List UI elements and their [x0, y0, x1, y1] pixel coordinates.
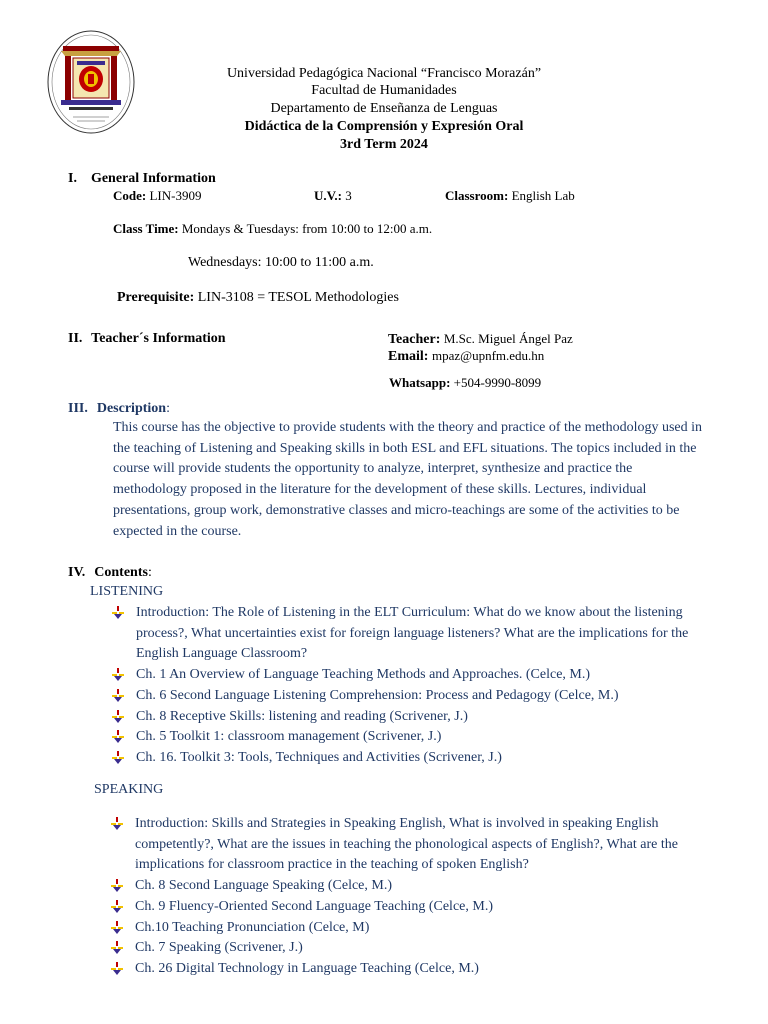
arrow-bullet-icon: [111, 879, 123, 893]
section-title: General Information: [90, 171, 216, 186]
faculty-name: Facultad de Humanidades: [311, 83, 457, 98]
arrow-bullet-icon: [111, 962, 123, 976]
section-contents-heading: IV. Contents:: [68, 565, 152, 580]
list-item-text: Ch. 8 Second Language Speaking (Celce, M.): [135, 878, 392, 894]
course-code: Code: LIN-3909: [113, 188, 202, 203]
arrow-bullet-icon: [112, 668, 124, 682]
teacher-email: Email: mpaz@upnfm.edu.hn: [388, 348, 545, 364]
list-item-text: Introduction: Skills and Strategies in Speaking English, What is involved in speaking English competently?, What are the issues in teaching the phonological aspects of English?, What are the implications for classroom practice in the teaching of spoken English?: [135, 816, 678, 873]
prerequisite: Prerequisite: LIN-3108 = TESOL Methodologies: [117, 290, 399, 305]
course-uv: U.V.: 3: [314, 188, 352, 203]
class-time: Class Time: Mondays & Tuesdays: from 10:00 to 12:00 a.m.: [113, 221, 433, 236]
list-item: [112, 665, 712, 686]
list-item: [111, 918, 727, 939]
arrow-bullet-icon: [111, 900, 123, 914]
section-number: IV.: [68, 565, 86, 580]
list-item: [111, 814, 727, 876]
section-title: Description: [96, 401, 167, 416]
arrow-bullet-icon: [112, 751, 124, 765]
list-item-text: Ch. 16. Toolkit 3: Tools, Techniques and Activities (Scrivener, J.): [136, 749, 502, 765]
section-number: I.: [68, 171, 77, 186]
list-item-text: Ch. 7 Speaking (Scrivener, J.): [135, 940, 303, 956]
arrow-bullet-icon: [111, 817, 123, 831]
description-text: This course has the objective to provide students with the theory and practice of the methodology used in the teaching of Listening and Speaking skills in both ESL and EFL situations. The topics included in the course will provide students the opportunity to analyze, interpret, synthesize and practice the methodology proposed in the literature for the development of these skills. Lectures, individual presentations, group work, demonstrative classes and micro-teachings are some of the activities to be expected in the course.: [113, 420, 703, 539]
teacher-name: Teacher: M.Sc. Miguel Ángel Paz: [388, 331, 573, 347]
list-item: [112, 707, 712, 728]
teacher-whatsapp: Whatsapp: +504-9990-8099: [389, 375, 542, 390]
listening-label: LISTENING: [90, 584, 164, 599]
arrow-bullet-icon: [111, 941, 123, 955]
section-teacher-heading: [68, 331, 226, 347]
wednesday-time: Wednesdays: 10:00 to 11:00 a.m.: [188, 255, 374, 270]
section-general-heading: [68, 171, 216, 187]
list-item-text: Ch. 5 Toolkit 1: classroom management (Scrivener, J.): [136, 729, 442, 745]
section-title: Contents: [94, 565, 148, 580]
list-item-text: Ch. 8 Receptive Skills: listening and reading (Scrivener, J.): [136, 708, 468, 724]
arrow-bullet-icon: [112, 606, 124, 620]
list-item-text: Ch. 9 Fluency-Oriented Second Language Teaching (Celce, M.): [135, 898, 493, 914]
list-item-text: Ch.10 Teaching Pronunciation (Celce, M): [135, 919, 370, 935]
listening-topics-list: [112, 603, 712, 769]
arrow-bullet-icon: [112, 710, 124, 724]
list-item: [111, 959, 727, 980]
speaking-label: SPEAKING: [94, 782, 164, 797]
list-item: [112, 686, 712, 707]
list-item: [111, 938, 727, 959]
list-item: [112, 748, 712, 769]
course-classroom: Classroom: English Lab: [445, 188, 575, 203]
section-title: Teacher´s Information: [91, 331, 226, 346]
arrow-bullet-icon: [112, 730, 124, 744]
list-item-text: Ch. 26 Digital Technology in Language Teaching (Celce, M.): [135, 960, 479, 976]
university-name: Universidad Pedagógica Nacional “Francisco Morazán”: [226, 66, 542, 81]
list-item-text: Ch. 1 An Overview of Language Teaching Methods and Approaches. (Celce, M.): [136, 667, 591, 683]
list-item: [112, 727, 712, 748]
list-item: [112, 603, 712, 665]
course-title: Didáctica de la Comprensión y Expresión Oral: [244, 119, 524, 134]
list-item: [111, 897, 727, 918]
arrow-bullet-icon: [111, 921, 123, 935]
section-description-heading: III. Description:: [68, 401, 170, 416]
list-item-text: Ch. 6 Second Language Listening Comprehension: Process and Pedagogy (Celce, M.): [136, 687, 619, 703]
term: 3rd Term 2024: [340, 137, 428, 152]
section-number: III.: [68, 401, 88, 416]
arrow-bullet-icon: [112, 689, 124, 703]
speaking-topics-list: [111, 814, 727, 980]
list-item-text: Introduction: The Role of Listening in the ELT Curriculum: What do we know about the listening process?, What uncertainties exist for foreign language listeners? What are the implications for the English Language Classroom?: [136, 605, 689, 662]
department-name: Departamento de Enseñanza de Lenguas: [270, 101, 498, 116]
list-item: [111, 876, 727, 897]
section-number: II.: [68, 331, 83, 346]
